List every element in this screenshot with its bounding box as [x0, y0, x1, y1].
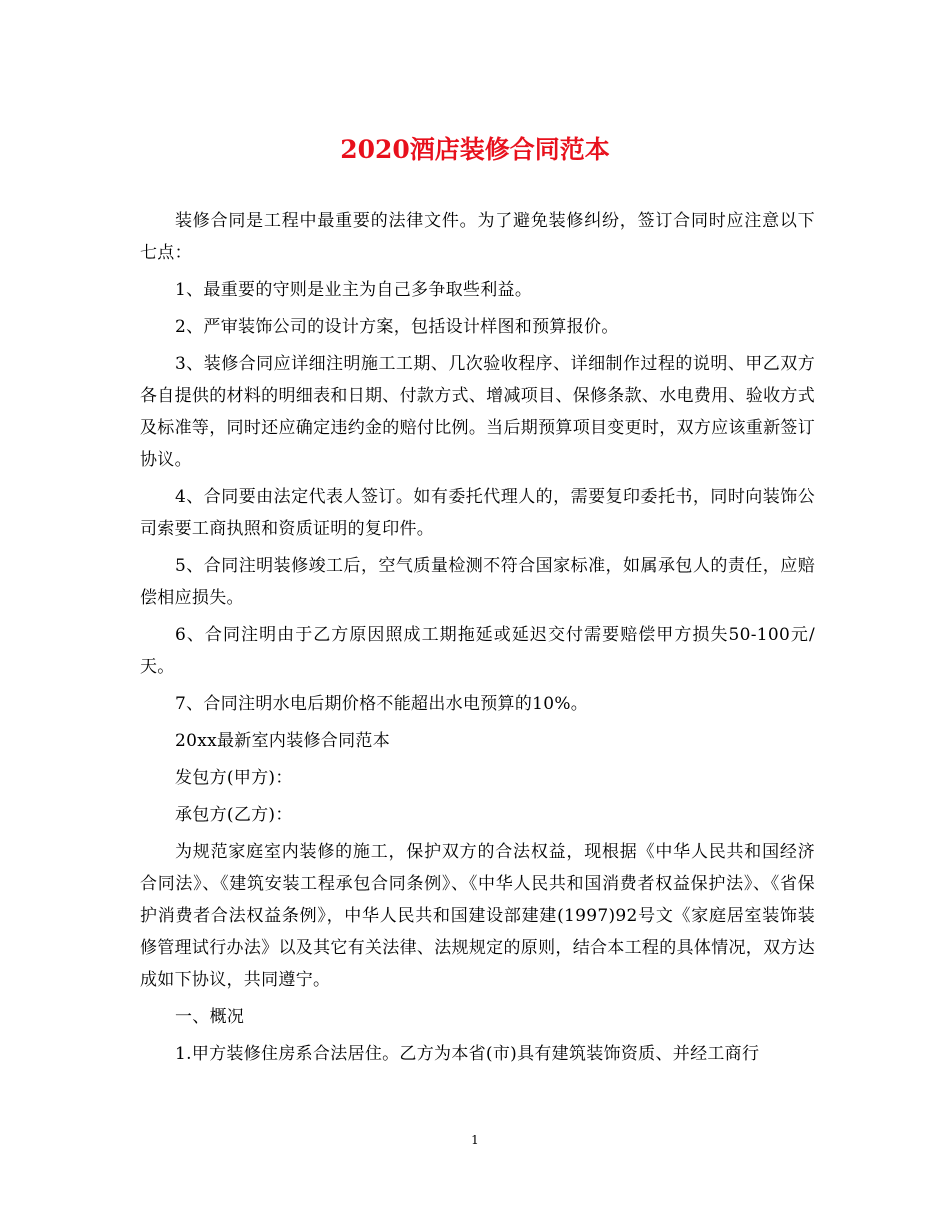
point-1: 1、最重要的守则是业主为自己多争取些利益。 [175, 280, 533, 300]
party-b-line: 承包方(乙方)： [175, 805, 293, 825]
point-4: 4、合同要由法定代表人签订。如有委托代理人的，需要复印委托书，同时向装饰公司索要工商执照和资质证明的复印件。 [140, 487, 815, 539]
preamble-paragraph: 为规范家庭室内装修的施工，保护双方的合法权益，现根据《中华人民共和国经济合同法》、《建筑安装工程承包合同条例》、《中华人民共和国消费者权益保护法》、《省保护消费者合法权益条例》，中华人民共和国建设部建建(1997)92号文《家庭居室装饰装修管理试行办法》以及其它有关法律、法规规定的原则，结合本工程的具体情况，双方达成如下协议，共同遵宁。 [140, 842, 815, 990]
point-7: 7、合同注明水电后期价格不能超出水电预算的10%。 [175, 694, 589, 714]
point-6: 6、合同注明由于乙方原因照成工期拖延或延迟交付需要赔偿甲方损失50-100元/天。 [140, 625, 815, 677]
page-number: 1 [471, 1133, 479, 1147]
party-a-line: 发包方(甲方)： [175, 768, 293, 788]
point-5: 5、合同注明装修竣工后，空气质量检测不符合国家标准，如属承包人的责任，应赔偿相应损失。 [140, 556, 815, 608]
document-title: 2020酒店装修合同范本 [340, 135, 610, 164]
document-body [140, 205, 815, 1075]
contract-heading: 20xx最新室内装修合同范本 [175, 731, 391, 751]
section-heading-overview: 一、概况 [175, 1007, 245, 1027]
intro-paragraph: 装修合同是工程中最重要的法律文件。为了避免装修纠纷，签订合同时应注意以下七点： [140, 211, 815, 263]
point-3: 3、装修合同应详细注明施工工期、几次验收程序、详细制作过程的说明、甲乙双方各自提供的材料的明细表和日期、付款方式、增减项目、保修条款、水电费用、验收方式及标准等，同时还应确定违约金的赔付比例。当后期预算项目变更时，双方应该重新签订协议。 [140, 354, 815, 470]
clause-1-1: 1.甲方装修住房系合法居住。乙方为本省(市)具有建筑装饰资质、并经工商行 [175, 1044, 760, 1064]
point-2: 2、严审装饰公司的设计方案，包括设计样图和预算报价。 [175, 317, 619, 337]
